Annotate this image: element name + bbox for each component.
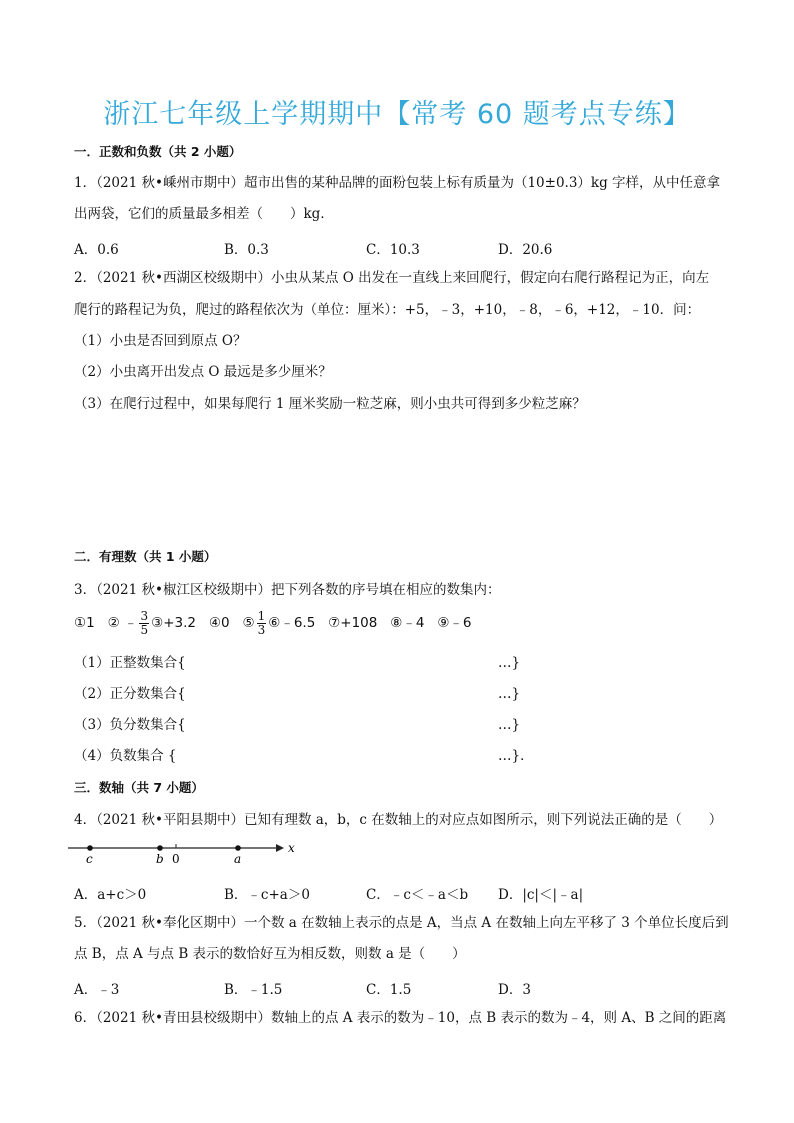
number-item-9: ⑨﹣6: [437, 615, 472, 631]
question-1-option-d: D．20.6: [498, 242, 553, 258]
question-6-line-1: 6．（2021 秋•青田县校级期中）数轴上的点 A 表示的数为﹣10，点 B 表示的数为﹣4，则 A、B 之间的距离: [74, 1010, 727, 1026]
label-x: x: [288, 841, 295, 855]
question-4-option-c: C．﹣c＜﹣a＜b: [366, 887, 469, 903]
section-heading-3: 三．数轴（共 7 小题）: [74, 780, 204, 795]
question-5-line-2: 点 B，点 A 与点 B 表示的数恰好互为相反数，则数 a 是（ ）: [74, 946, 466, 962]
number-item-3: ③+3.2: [151, 615, 197, 631]
question-3-number-list: [74, 606, 472, 640]
question-2-sub-1: （1）小虫是否回到原点 O？: [74, 333, 247, 349]
number-item-4: ④0: [208, 615, 230, 631]
section-heading-1: 一．正数和负数（共 2 小题）: [74, 144, 242, 159]
question-4-option-d: D．|c|＜|﹣a|: [498, 887, 584, 903]
number-item-2-fraction: [139, 610, 149, 637]
point-a: [235, 845, 241, 851]
fraction-numerator: 1: [257, 609, 266, 623]
question-2-line-1: 2．（2021 秋•西湖区校级期中）小虫从某点 O 出发在一直线上来回爬行，假定向右爬行路程记为正，向左: [74, 270, 710, 286]
question-4-option-a: A．a+c＞0: [74, 887, 147, 903]
number-item-8: ⑧﹣4: [390, 615, 425, 631]
question-1-option-c: C．10.3: [366, 242, 420, 258]
question-4-option-b: B．﹣c+a＞0: [224, 887, 310, 903]
fraction-numerator: 3: [140, 609, 149, 623]
number-item-5-fraction: [257, 610, 267, 637]
question-5-option-c: C．1.5: [366, 982, 412, 998]
question-2-sub-3: （3）在爬行过程中，如果每爬行 1 厘米奖励一粒芝麻，则小虫共可得到多少粒芝麻？: [74, 396, 586, 412]
set-1-end: …}: [498, 655, 521, 671]
question-5-option-a: A．﹣3: [74, 982, 120, 998]
fraction-denominator: 3: [257, 623, 266, 637]
set-2-label: （2）正分数集合{: [74, 686, 186, 702]
fraction-denominator: 5: [140, 623, 149, 637]
number-item-6: ⑥﹣6.5: [268, 615, 316, 631]
question-5-option-d: D．3: [498, 982, 531, 998]
set-1-label: （1）正整数集合{: [74, 655, 186, 671]
number-line-figure: [66, 836, 306, 866]
question-5-line-1: 5．（2021 秋•奉化区期中）一个数 a 在数轴上表示的点是 A，当点 A 在数轴上向左平移了 3 个单位长度后到: [74, 915, 729, 931]
label-b: b: [156, 852, 164, 866]
question-2-sub-2: （2）小虫离开出发点 O 最远是多少厘米？: [74, 364, 332, 380]
question-2-line-2: 爬行的路程记为负，爬过的路程依次为（单位：厘米）：+5，﹣3，+10，﹣8，﹣6，+12，﹣10．问：: [74, 302, 701, 318]
number-item-2-prefix: ② ﹣: [107, 615, 138, 631]
number-item-5-prefix: ⑤: [242, 615, 255, 631]
label-zero: 0: [172, 852, 180, 866]
section-heading-2: 二．有理数（共 1 小题）: [74, 549, 217, 564]
axis-arrow: [276, 844, 284, 852]
point-b: [157, 845, 163, 851]
question-3-line-1: 3．（2021 秋•椒江区校级期中）把下列各数的序号填在相应的数集内：: [74, 582, 501, 598]
set-3-label: （3）负分数集合{: [74, 717, 186, 733]
question-5-option-b: B．﹣1.5: [224, 982, 283, 998]
question-1-line-2: 出两袋，它们的质量最多相差（ ）kg．: [74, 206, 334, 222]
question-1-line-1: 1．（2021 秋•嵊州市期中）超市出售的某种品牌的面粉包装上标有质量为（10±0.3）kg 字样，从中任意拿: [74, 175, 721, 191]
number-item-7: ⑦+108: [328, 615, 378, 631]
question-4-line-1: 4．（2021 秋•平阳县期中）已知有理数 a，b，c 在数轴上的对应点如图所示，则下列说法正确的是（ ）: [74, 812, 723, 828]
set-4-end: …}．: [498, 748, 534, 764]
number-item-1: ①1: [74, 615, 95, 631]
question-1-option-b: B．0.3: [224, 242, 269, 258]
page-title: 浙江七年级上学期期中【常考 60 题考点专练】: [103, 99, 691, 130]
set-2-end: …}: [498, 686, 521, 702]
point-c: [87, 845, 93, 851]
label-c: c: [86, 852, 93, 866]
label-a: a: [234, 852, 242, 866]
set-4-label: （4）负数集合 {: [74, 748, 177, 764]
question-1-option-a: A．0.6: [74, 242, 119, 258]
set-3-end: …}: [498, 717, 521, 733]
